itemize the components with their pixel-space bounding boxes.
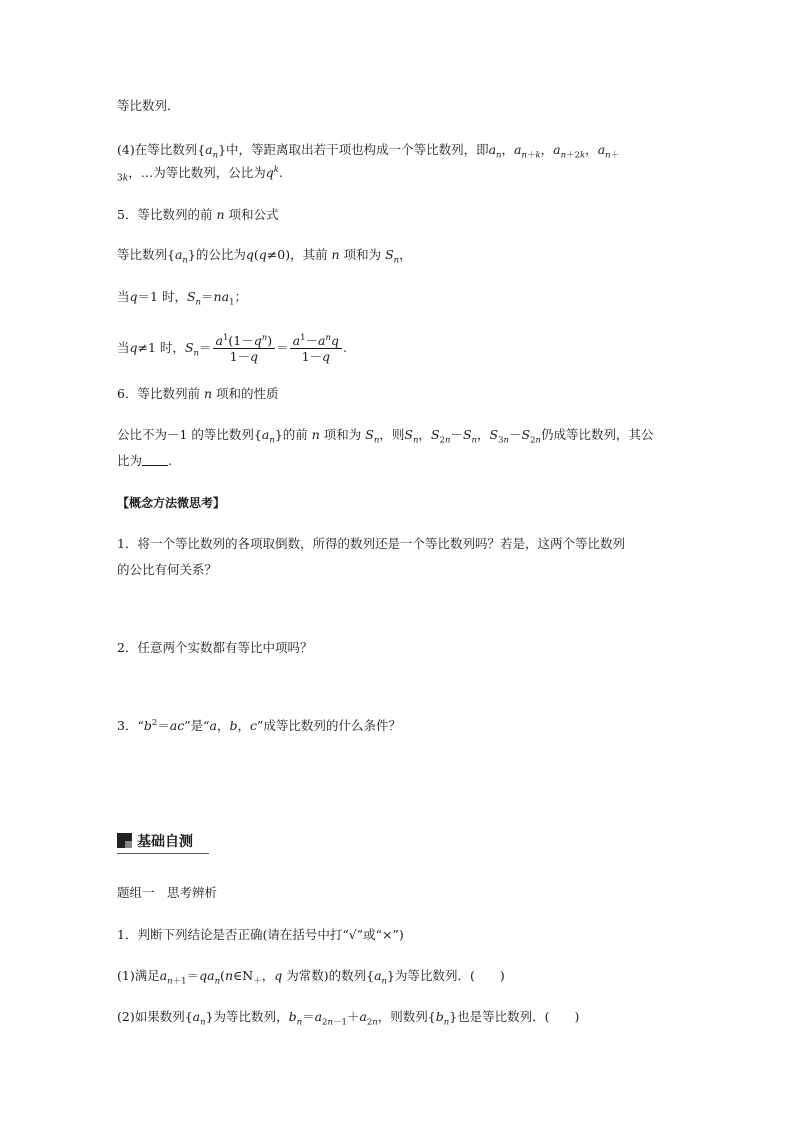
text-line: 等比数列$\{a_n\}$的公比为q(q≠0)，其前 n 项和为 $S_n$， bbox=[117, 247, 412, 266]
text: ( bbox=[220, 968, 225, 983]
text: ”是“ bbox=[184, 718, 210, 733]
question-2 bbox=[117, 638, 312, 658]
text: }的前 bbox=[274, 427, 308, 442]
text: 6．等比数列前 bbox=[117, 386, 200, 401]
text: ≠0)，其前 bbox=[266, 247, 328, 262]
judgement-item-1: (1)满足$a_{n+1}=qa_n(n\in N_+$，q 为常数)的数列$\{a_n\}$为等比数列．( ) bbox=[117, 968, 505, 987]
text-line bbox=[117, 96, 180, 116]
text: ( bbox=[253, 247, 259, 262]
fraction: $\frac{a^1(1-q^n)}{1-q}$ bbox=[213, 333, 276, 364]
text: ，…为等比数列，公比为 bbox=[128, 165, 266, 180]
concept-heading bbox=[117, 493, 225, 513]
text: }为等比数列．( ) bbox=[387, 968, 505, 983]
text-line: 当q＝1 时，$S_n=na_1$； bbox=[117, 289, 247, 308]
question-3: 3．“$b^2=ac$”是“a，b，c”成等比数列的什么条件？ bbox=[117, 717, 401, 733]
judgement-question bbox=[117, 925, 404, 945]
text: 1．将一个等比数列的各项取倒数，所得的数列还是一个等比数列吗？若是，这两个等比数列 bbox=[117, 536, 625, 551]
text-line: (4)在等比数列$\{a_n\}$中，等距离取出若干项也构成一个等比数列，即$a_n$，$a_{n+k}$，$a_{n+2k}$，$a_{n+}$ bbox=[117, 142, 620, 161]
text: ＝ bbox=[157, 718, 170, 733]
group-title bbox=[117, 883, 217, 903]
text: ∈N bbox=[233, 968, 254, 983]
section-header bbox=[117, 829, 209, 854]
text: (1)满足 bbox=[117, 968, 160, 983]
section-heading: 5．等比数列的前 n 项和公式 bbox=[117, 207, 279, 222]
text: 等比数列{ bbox=[117, 247, 175, 262]
text: 2．任意两个实数都有等比中项吗？ bbox=[117, 640, 313, 655]
text: }的公比为 bbox=[187, 247, 246, 262]
text: 项和为 bbox=[343, 247, 382, 262]
text: 比为 bbox=[117, 453, 143, 468]
question-1-line bbox=[117, 560, 217, 580]
text: 题组一 思考辨析 bbox=[117, 885, 218, 900]
text-line: $_{3k}$，…为等比数列，公比为$q^k$. bbox=[117, 164, 283, 184]
text: 的公比有何关系？ bbox=[117, 562, 218, 577]
text: 项和公式 bbox=[228, 207, 279, 222]
text: 当 bbox=[117, 289, 130, 304]
text: 仍成等比数列，其公 bbox=[541, 427, 654, 442]
fraction: $\frac{a^1-a^nq}{1-q}$ bbox=[290, 333, 342, 364]
text-line: 比为 . bbox=[117, 453, 172, 468]
text: 【概念方法微思考】 bbox=[117, 496, 226, 510]
question-1-line bbox=[117, 534, 625, 554]
section-title: 基础自测 bbox=[137, 834, 193, 850]
judgement-item-2: (2)如果数列$\{a_n\}$为等比数列，$b_n=a_{2n-1}+a_{2n}$，则数列$\{b_n\}$也是等比数列．( ) bbox=[117, 1009, 580, 1028]
text: 5．等比数列的前 bbox=[117, 207, 213, 222]
text: 项和的性质 bbox=[215, 386, 279, 401]
text: ，则 bbox=[379, 427, 405, 442]
text: 为常数)的数列{ bbox=[286, 968, 375, 983]
square-icon bbox=[117, 833, 132, 848]
text: 3．“ bbox=[117, 718, 144, 733]
text: }中，等距离取出若干项也构成一个等比数列，即 bbox=[218, 142, 489, 157]
text: ，则数列{ bbox=[377, 1009, 436, 1024]
text: 1．判断下列结论是否正确(请在括号中打“√”或“×”) bbox=[117, 927, 404, 942]
text: 项和为 bbox=[323, 427, 362, 442]
text: }也是等比数列．( ) bbox=[449, 1009, 580, 1024]
text: ≠1 时， bbox=[137, 340, 185, 355]
text: ， bbox=[261, 968, 275, 983]
section-heading: 6．等比数列前 n 项和的性质 bbox=[117, 386, 279, 401]
formula-line: 当q≠1 时，$S_n=$ $\frac{a^1(1-q^n)}{1-q}$ ＝ $\frac{a^1-a^nq}{1-q}$ . bbox=[117, 332, 347, 364]
text: (2)如果数列{ bbox=[117, 1009, 193, 1024]
text: ”成等比数列的什么条件？ bbox=[257, 718, 401, 733]
text: 当 bbox=[117, 340, 130, 355]
text: ＝1 时， bbox=[137, 289, 187, 304]
text-line: 公比不为－1 的等比数列$\{a_n\}$的前 n 项和为 $S_n$，则$S_n$，$S_{2n}-S_n$，$S_{3n}-S_{2n}$仍成等比数列，其公 bbox=[117, 427, 654, 446]
text: (4)在等比数列{ bbox=[117, 142, 206, 157]
text: }为等比数列， bbox=[205, 1009, 289, 1024]
text: 等比数列． bbox=[117, 98, 180, 113]
text: 公比不为－1 的等比数列{ bbox=[117, 427, 262, 442]
answer-blank bbox=[142, 453, 168, 466]
